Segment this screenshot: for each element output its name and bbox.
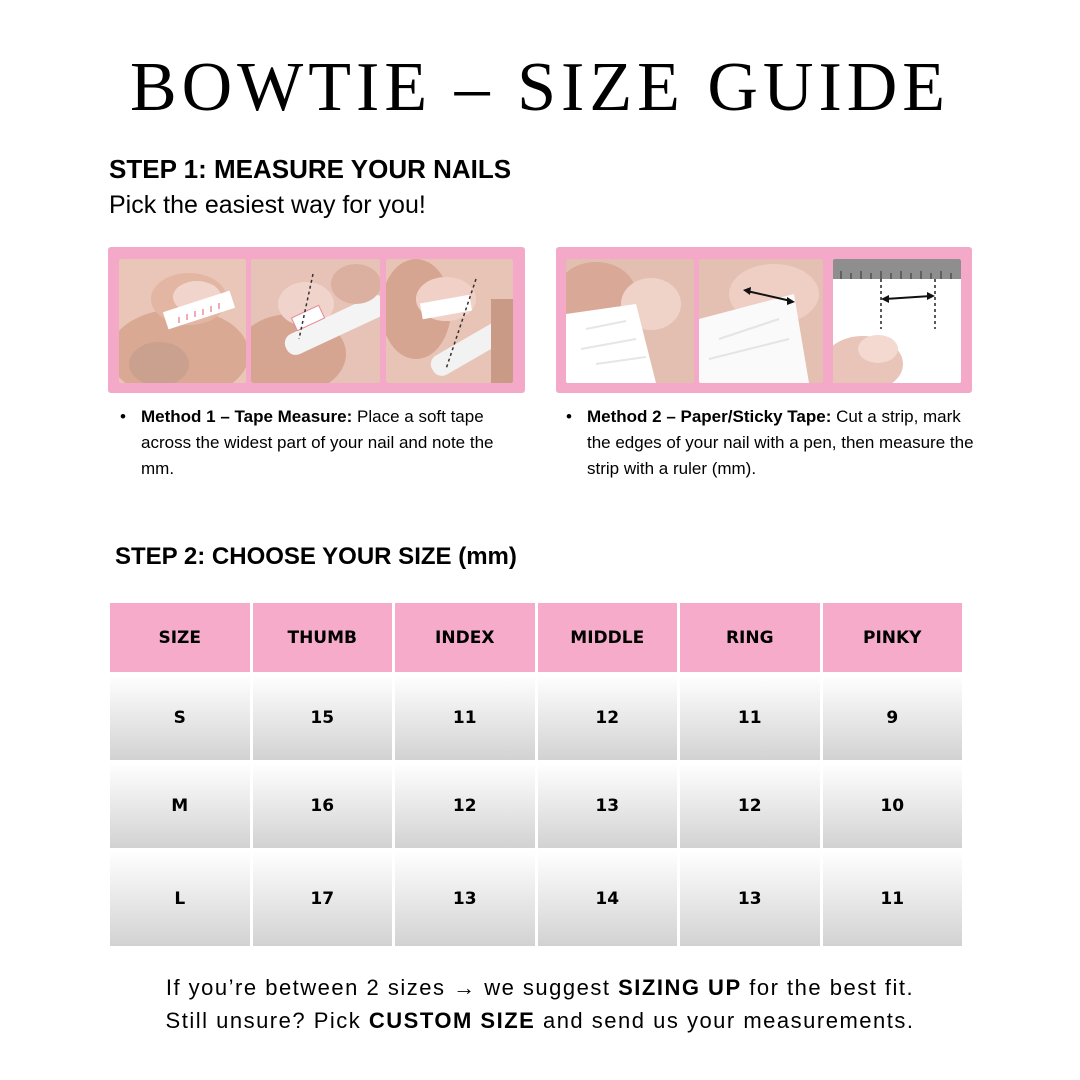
- table-cell: 13: [395, 851, 535, 946]
- method2-text: Cut a strip, mark the edges of your nail with a pen, then measure the strip with a ruler (mm).: [587, 407, 974, 478]
- footer-line-1: [0, 971, 1080, 1005]
- method1-text: Place a soft tape across the widest part of your nail and note the mm.: [141, 407, 494, 478]
- method1-photo-panel: [108, 247, 525, 393]
- table-cell: 11: [823, 851, 963, 946]
- ruler-photo: [833, 259, 961, 383]
- footer1-bold: SIZING UP: [618, 975, 742, 1000]
- method1-label: Method 1 – Tape Measure:: [141, 407, 353, 426]
- table-cell: M: [110, 763, 250, 848]
- footer2-bold: CUSTOM SIZE: [368, 1008, 536, 1033]
- bullet-icon: •: [120, 407, 126, 426]
- table-cell: 13: [538, 763, 678, 848]
- table-cell: 15: [253, 675, 393, 760]
- step1-subheading: Pick the easiest way for you!: [109, 191, 426, 219]
- table-cell: 9: [823, 675, 963, 760]
- tape-measure-photo-3: [386, 259, 513, 383]
- paper-strip-photo-2: [699, 259, 823, 383]
- table-cell: 11: [680, 675, 820, 760]
- table-header-cell: INDEX: [395, 603, 535, 672]
- method2-description: [566, 404, 976, 482]
- footer-line-2: [0, 1004, 1080, 1038]
- table-header-cell: MIDDLE: [538, 603, 678, 672]
- table-header-cell: PINKY: [823, 603, 963, 672]
- table-cell: 10: [823, 763, 963, 848]
- table-cell: 14: [538, 851, 678, 946]
- step1-heading: STEP 1: MEASURE YOUR NAILS: [109, 154, 512, 184]
- tape-measure-photo-2: [251, 259, 380, 383]
- size-table: [110, 603, 962, 937]
- page-title: BOWTIE – SIZE GUIDE: [129, 49, 951, 126]
- step2-heading: STEP 2: CHOOSE YOUR SIZE (mm): [115, 543, 517, 570]
- table-cell: 17: [253, 851, 393, 946]
- table-cell: 12: [680, 763, 820, 848]
- method2-label: Method 2 – Paper/Sticky Tape:: [587, 407, 832, 426]
- table-cell: 11: [395, 675, 535, 760]
- table-cell: 13: [680, 851, 820, 946]
- table-cell: L: [110, 851, 250, 946]
- table-header-cell: THUMB: [253, 603, 393, 672]
- table-cell: 16: [253, 763, 393, 848]
- footer2-post: and send us your measurements.: [535, 1008, 915, 1033]
- paper-strip-photo-1: [566, 259, 694, 383]
- table-header-cell: RING: [680, 603, 820, 672]
- footer1-pre: If you’re between 2 sizes → we suggest: [165, 975, 619, 1000]
- table-cell: 12: [538, 675, 678, 760]
- footer1-post: for the best fit.: [741, 975, 915, 1000]
- table-header-cell: SIZE: [110, 603, 250, 672]
- table-cell: S: [110, 675, 250, 760]
- footer2-pre: Still unsure? Pick: [165, 1008, 369, 1033]
- method2-photo-panel: [556, 247, 972, 393]
- bullet-icon: •: [566, 407, 572, 426]
- method1-description: [120, 404, 525, 482]
- tape-measure-photo-1: [119, 259, 246, 383]
- table-cell: 12: [395, 763, 535, 848]
